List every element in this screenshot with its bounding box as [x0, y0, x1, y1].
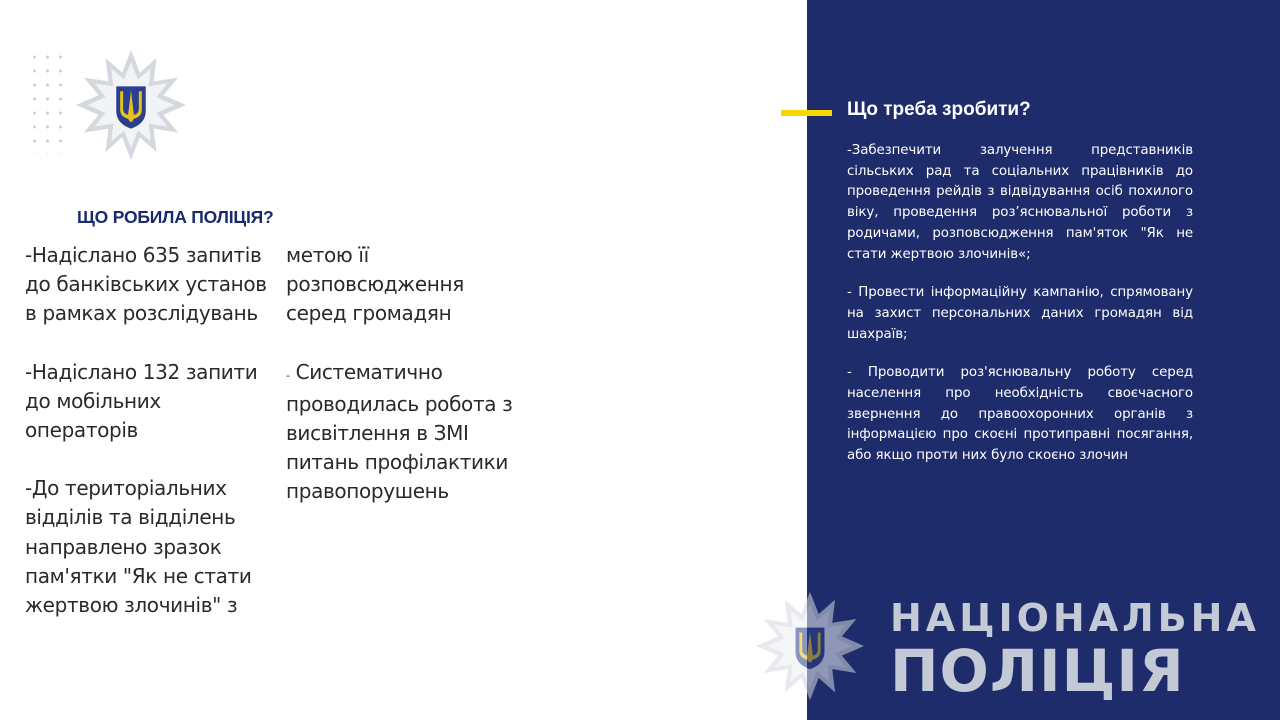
accent-bar — [781, 110, 832, 116]
dot-grid-decoration — [28, 50, 66, 154]
list-item — [286, 358, 526, 507]
right-column — [286, 241, 526, 507]
panel-paragraph: - Провести інформаційну кампанію, спрямовану на захист персональних даних громадян від шахраїв; — [847, 285, 1193, 342]
left-column — [25, 241, 271, 620]
list-item: -Надіслано 132 запити до мобільних операторів — [25, 359, 258, 443]
dash-marker: - — [286, 368, 290, 382]
list-item: -Надіслано 635 запитів до банківських установ в рамках розслідувань — [25, 243, 267, 326]
police-emblem-watermark-icon — [752, 590, 868, 702]
list-item: -До територіальних відділів та відділень направлено зразок пам'ятки "Як не стати жертвою злочинів" з — [25, 476, 252, 618]
section-heading: ЩО РОБИЛА ПОЛІЦІЯ? — [77, 207, 274, 227]
list-item: метою її розповсюдження серед громадян — [286, 243, 464, 326]
police-emblem-icon — [72, 48, 190, 162]
panel-title: Що треба зробити? — [847, 99, 1031, 120]
brand-line2: ПОЛІЦІЯ — [890, 637, 1185, 705]
brand-line1: НАЦІОНАЛЬНА — [890, 596, 1260, 640]
panel-paragraph: - Проводити роз'яснювальну роботу серед населення про необхідність своєчасного звернення до правоохоронних органів з інформацією про скоєні протиправні посягання, або якщо проти них було скоєно злочин — [847, 365, 1193, 464]
panel-body — [847, 141, 1193, 485]
panel-paragraph: -Забезпечити залучення представників сільських рад та соціальних працівників до проведення рейдів з відвідування осіб похилого віку, проведення роз’яснювальної роботи з родичами, розповсюдження пам'яток "Як не стати жертвою злочинів«; — [847, 143, 1193, 262]
list-item-text: Систематично проводилась робота з висвітлення в ЗМІ питань профілактики правопорушень — [286, 359, 513, 504]
brand-logo — [890, 596, 1260, 705]
